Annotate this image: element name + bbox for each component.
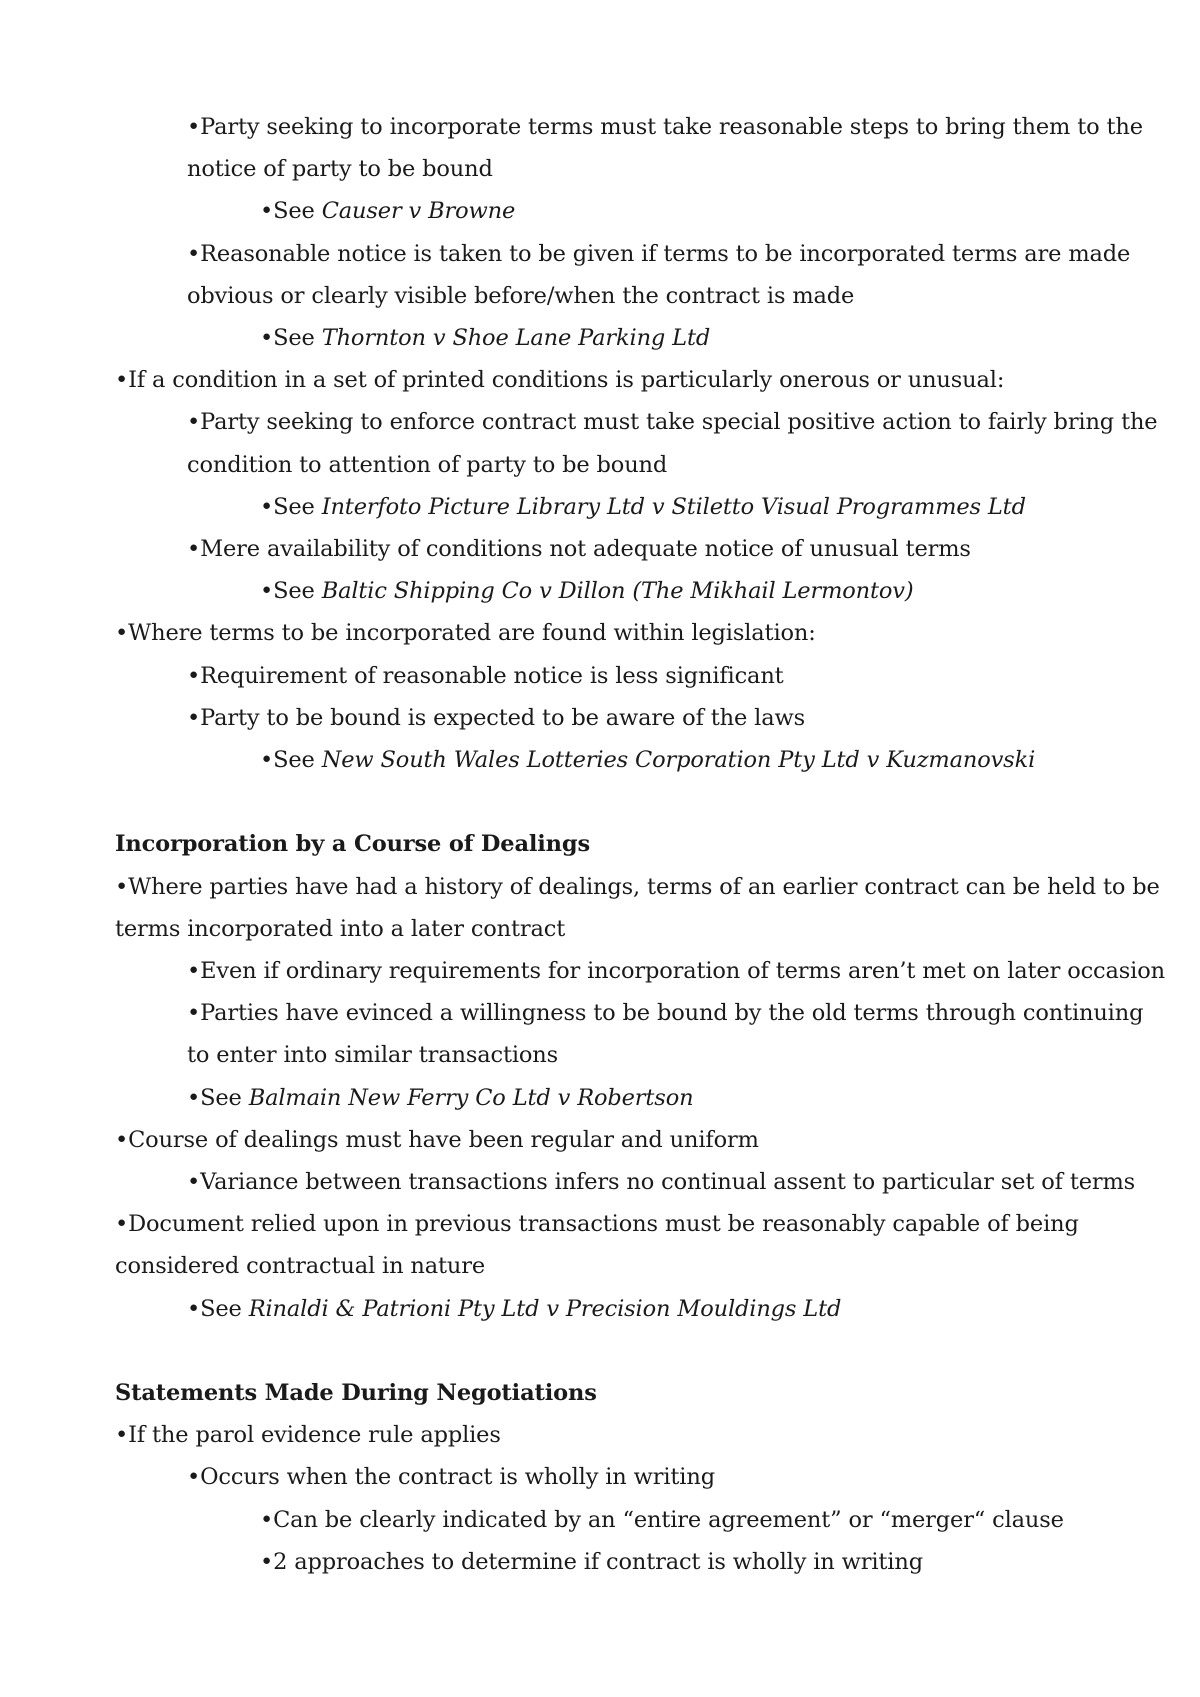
case-citation-line <box>260 576 913 606</box>
continuation-text: obvious or clearly visible before/when the contract is made <box>187 282 855 309</box>
section-heading: Statements Made During Negotiations <box>115 1380 597 1406</box>
see-prefix: •See <box>187 1084 249 1111</box>
case-citation-line <box>260 323 710 353</box>
case-name: Causer v Browne <box>321 198 516 225</box>
bullet-point: •If a condition in a set of printed conditions is particularly onerous or unusual: <box>115 367 1005 394</box>
case-citation-line <box>187 1294 841 1324</box>
see-prefix: •See <box>260 747 322 773</box>
case-citation-line <box>260 745 1035 775</box>
bullet-point: •Course of dealings must have been regular and uniform <box>115 1126 759 1153</box>
bullet-point: •Variance between transactions infers no continual assent to particular set of terms <box>187 1169 1136 1195</box>
section-heading: Incorporation by a Course of Dealings <box>115 831 590 858</box>
bullet-point: •Where terms to be incorporated are found within legislation: <box>115 620 816 647</box>
see-prefix: •See <box>260 198 322 225</box>
bullet-point: •2 approaches to determine if contract is wholly in writing <box>260 1548 923 1575</box>
case-name: Baltic Shipping Co v Dillon (The Mikhail Lermontov) <box>321 578 914 605</box>
continuation-text: terms incorporated into a later contract <box>115 915 566 942</box>
see-prefix: •See <box>187 1295 249 1322</box>
bullet-point: •Reasonable notice is taken to be given if terms to be incorporated terms are made <box>187 240 1131 267</box>
bullet-point: •Can be clearly indicated by an “entire agreement” or “merger“ clause <box>260 1506 1064 1533</box>
bullet-point: •Party to be bound is expected to be aware of the laws <box>187 704 805 731</box>
bullet-point: •Parties have evinced a willingness to be bound by the old terms through continuing <box>187 1000 1144 1027</box>
bullet-point: •Requirement of reasonable notice is less significant <box>187 662 784 689</box>
case-name: Thornton v Shoe Lane Parking Ltd <box>321 325 711 351</box>
bullet-point: •Even if ordinary requirements for incorporation of terms aren’t met on later occasion <box>187 958 1165 984</box>
bullet-point: •Party seeking to enforce contract must take special positive action to fairly bring the <box>187 409 1158 436</box>
case-citation-line <box>260 492 1026 522</box>
bullet-point: •Party seeking to incorporate terms must take reasonable steps to bring them to the <box>187 114 1143 140</box>
bullet-point: •Occurs when the contract is wholly in writing <box>187 1464 715 1491</box>
continuation-text: to enter into similar transactions <box>187 1042 559 1069</box>
bullet-point: •Mere availability of conditions not adequate notice of unusual terms <box>187 536 971 562</box>
bullet-point: •Where parties have had a history of dealings, terms of an earlier contract can be held to be <box>115 873 1160 900</box>
see-prefix: •See <box>260 493 322 520</box>
case-name: New South Wales Lotteries Corporation Pty Ltd v Kuzmanovski <box>321 747 1036 773</box>
see-prefix: •See <box>260 578 322 605</box>
case-name: Interfoto Picture Library Ltd v Stiletto Visual Programmes Ltd <box>321 493 1026 520</box>
case-citation-line <box>260 196 515 226</box>
continuation-text: considered contractual in nature <box>115 1253 486 1280</box>
continuation-text: notice of party to be bound <box>187 156 493 183</box>
bullet-point: •If the parol evidence rule applies <box>115 1422 501 1449</box>
case-name: Balmain New Ferry Co Ltd v Robertson <box>248 1084 694 1111</box>
see-prefix: •See <box>260 325 322 351</box>
case-citation-line <box>187 1083 693 1113</box>
continuation-text: condition to attention of party to be bound <box>187 451 668 478</box>
case-name: Rinaldi & Patrioni Pty Ltd v Precision Mouldings Ltd <box>248 1295 842 1322</box>
bullet-point: •Document relied upon in previous transactions must be reasonably capable of being <box>115 1211 1079 1238</box>
